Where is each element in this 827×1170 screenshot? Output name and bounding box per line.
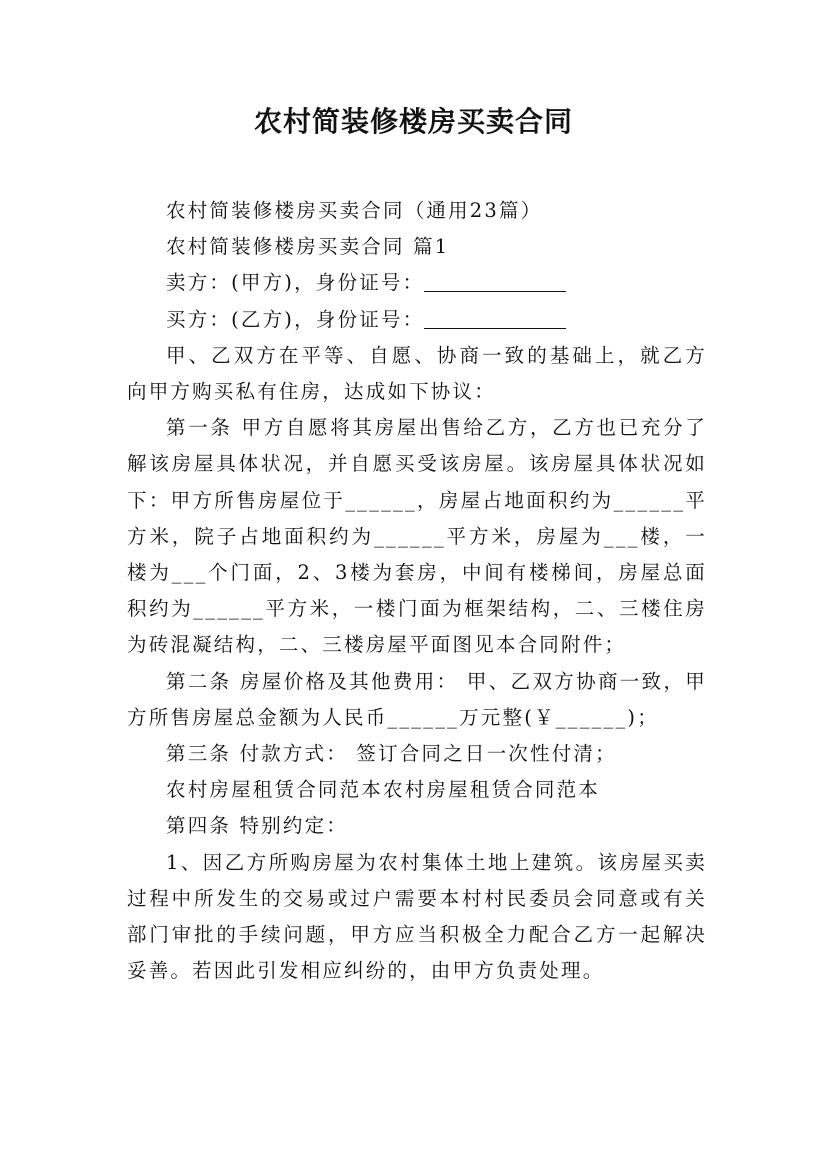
buyer-id-blank xyxy=(424,308,566,329)
buyer-label: 买方：(乙方)，身份证号： xyxy=(166,307,425,331)
special-clause-one-paragraph: 1、因乙方所购房屋为农村集体土地上建筑。该房屋买卖过程中所发生的交易或过户需要本村村民委员会同意或有关部门审批的手续问题，甲方应当积极全力配合乙方一起解决妥善。若因此引发相应纠纷的，由甲方负责处理。 xyxy=(127,850,707,983)
document-title: 农村简装修楼房买卖合同 xyxy=(253,105,573,138)
document-body xyxy=(127,193,707,989)
article-two-paragraph: 第二条 房屋价格及其他费用： 甲、乙双方协商一致，甲方所售房屋总金额为人民币______万元整(￥______)； xyxy=(127,669,707,729)
buyer-line xyxy=(127,302,707,338)
article-four-heading: 第四条 特别约定： xyxy=(166,814,348,838)
section-heading: 农村简装修楼房买卖合同 篇1 xyxy=(166,235,450,259)
seller-label: 卖方：(甲方)，身份证号： xyxy=(166,271,425,295)
seller-id-blank xyxy=(424,271,566,292)
article-one-paragraph: 第一条 甲方自愿将其房屋出售给乙方，乙方也已充分了解该房屋具体状况，并自愿买受该房屋。该房屋具体状况如下：甲方所售房屋位于______，房屋占地面积约为______平方米，院子占地面积约为______平方米，房屋为___楼，一楼为___个门面，2、3楼为套房，中间有楼梯间，房屋总面积约为______平方米，一楼门面为框架结构，二、三楼住房为砖混凝结构，二、三楼房屋平面图见本合同附件； xyxy=(127,416,707,657)
seller-line xyxy=(127,265,707,301)
article-three-paragraph: 第三条 付款方式： 签订合同之日一次性付清； xyxy=(166,742,617,766)
subtitle-paragraph: 农村简装修楼房买卖合同（通用23篇） xyxy=(166,199,543,222)
intro-paragraph: 甲、乙双方在平等、自愿、协商一致的基础上，就乙方向甲方购买私有住房，达成如下协议： xyxy=(127,343,707,404)
template-reference-paragraph: 农村房屋租赁合同范本农村房屋租赁合同范本 xyxy=(166,778,601,802)
